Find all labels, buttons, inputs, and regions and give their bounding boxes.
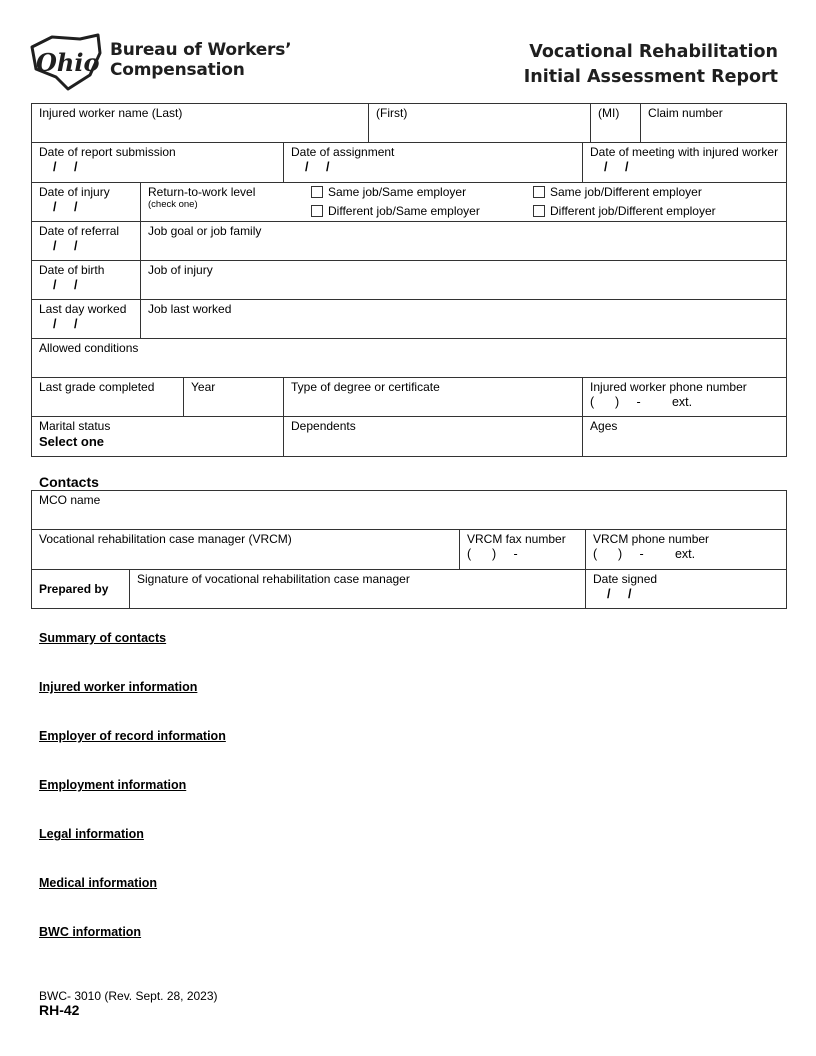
ages-label: Ages	[590, 419, 618, 433]
date-of-referral-field[interactable]	[32, 222, 141, 261]
allowed-conditions-field[interactable]	[32, 339, 787, 378]
claim-number-label: Claim number	[648, 106, 723, 120]
agency-name	[110, 40, 291, 80]
prepared-by-label: Prepared by	[39, 582, 109, 596]
vrcm-field[interactable]	[32, 530, 460, 570]
marital-status-select[interactable]: Select one	[39, 434, 105, 449]
iw-phone-input[interactable]: ( ) - ext.	[590, 395, 693, 409]
form-number: BWC- 3010 (Rev. Sept. 28, 2023)	[39, 989, 218, 1003]
vrcm-phone-input[interactable]: ( ) - ext.	[593, 547, 696, 561]
assignment-field[interactable]	[284, 143, 583, 183]
allowed-conditions-label: Allowed conditions	[39, 341, 139, 355]
date-of-referral-date[interactable]: / /	[53, 239, 79, 253]
iw-phone-label: Injured worker phone number	[590, 380, 747, 394]
last-grade-field[interactable]	[32, 378, 184, 417]
job-goal-field[interactable]	[141, 222, 787, 261]
section-bwc-information: BWC information	[39, 925, 142, 939]
prepared-by-cell	[32, 570, 130, 609]
date-of-birth-label: Date of birth	[39, 263, 105, 277]
ages-field[interactable]	[583, 417, 787, 457]
job-goal-label: Job goal or job family	[148, 224, 262, 238]
degree-label: Type of degree or certificate	[291, 380, 440, 394]
rtw-option-different-job-different-employer[interactable]	[533, 204, 716, 218]
contacts-table	[31, 490, 787, 609]
job-last-worked-label: Job last worked	[148, 302, 232, 316]
vrcm-fax-label: VRCM fax number	[467, 532, 566, 546]
rtw-option-label: Different job/Different employer	[550, 204, 716, 218]
checkbox-icon[interactable]	[533, 205, 545, 217]
checkbox-icon[interactable]	[311, 205, 323, 217]
last-name-field[interactable]	[32, 104, 369, 143]
title-line2: Initial Assessment Report	[523, 67, 778, 87]
section-medical-information: Medical information	[39, 876, 158, 890]
rtw-option-label: Same job/Same employer	[328, 185, 467, 199]
claim-number-field[interactable]	[641, 104, 787, 143]
mco-name-label: MCO name	[39, 493, 101, 507]
date-of-birth-field[interactable]	[32, 261, 141, 300]
year-label: Year	[191, 380, 216, 394]
date-of-injury-date[interactable]: / /	[53, 200, 79, 214]
title-line1: Vocational Rehabilitation	[529, 42, 778, 62]
last-grade-label: Last grade completed	[39, 380, 155, 394]
signature-field[interactable]	[130, 570, 586, 609]
section-employer-of-record-information: Employer of record information	[39, 729, 226, 743]
iw-phone-field[interactable]	[583, 378, 787, 417]
date-of-birth-date[interactable]: / /	[53, 278, 79, 292]
section-legal-information: Legal information	[39, 827, 144, 841]
contacts-heading: Contacts	[39, 474, 99, 490]
signature-label: Signature of vocational rehabilitation case manager	[137, 572, 410, 586]
date-signed-date[interactable]: / /	[607, 587, 633, 601]
rtw-option-label: Different job/Same employer	[328, 204, 480, 218]
report-submission-label: Date of report submission	[39, 145, 176, 159]
mi-field[interactable]	[591, 104, 641, 143]
rtw-option-label: Same job/Different employer	[550, 185, 702, 199]
mco-name-field[interactable]	[32, 491, 787, 530]
date-signed-label: Date signed	[593, 572, 658, 586]
date-of-injury-label: Date of injury	[39, 185, 110, 199]
meeting-date[interactable]: / /	[604, 160, 630, 174]
vrcm-phone-label: VRCM phone number	[593, 532, 710, 546]
date-of-injury-field[interactable]	[32, 183, 141, 222]
section-employment-information: Employment information	[39, 778, 187, 792]
assignment-label: Date of assignment	[291, 145, 395, 159]
meeting-label: Date of meeting with injured worker	[590, 145, 779, 159]
vrcm-phone-field[interactable]	[586, 530, 787, 570]
rtw-hint: (check one)	[148, 199, 198, 210]
meeting-field[interactable]	[583, 143, 787, 183]
document-title	[524, 40, 778, 90]
date-signed-field[interactable]	[586, 570, 787, 609]
report-submission-field[interactable]	[32, 143, 284, 183]
vrcm-fax-field[interactable]	[460, 530, 586, 570]
year-field[interactable]	[184, 378, 284, 417]
section-summary-of-contacts: Summary of contacts	[39, 631, 167, 645]
rtw-level-label: Return-to-work level	[148, 185, 256, 199]
assignment-date[interactable]: / /	[305, 160, 331, 174]
mi-label: (MI)	[598, 106, 620, 120]
checkbox-icon[interactable]	[311, 186, 323, 198]
rtw-option-same-job-same-employer[interactable]	[311, 185, 466, 199]
section-injured-worker-information: Injured worker information	[39, 680, 198, 694]
dependents-field[interactable]	[284, 417, 583, 457]
last-day-worked-label: Last day worked	[39, 302, 127, 316]
job-last-worked-field[interactable]	[141, 300, 787, 339]
marital-status-label: Marital status	[39, 419, 111, 433]
dependents-label: Dependents	[291, 419, 356, 433]
vrcm-fax-input[interactable]: ( ) -	[467, 547, 518, 561]
job-of-injury-label: Job of injury	[148, 263, 213, 277]
last-name-label: Injured worker name (Last)	[39, 106, 183, 120]
agency-line2: Compensation	[110, 60, 245, 80]
report-submission-date[interactable]: / /	[53, 160, 79, 174]
job-of-injury-field[interactable]	[141, 261, 787, 300]
rtw-option-different-job-same-employer[interactable]	[311, 204, 480, 218]
degree-field[interactable]	[284, 378, 583, 417]
first-name-label: (First)	[376, 106, 408, 120]
date-of-referral-label: Date of referral	[39, 224, 120, 238]
ohio-logo	[28, 33, 103, 91]
last-day-worked-date[interactable]: / /	[53, 317, 79, 331]
worker-info-table	[31, 103, 787, 457]
rtw-level-field	[141, 183, 787, 222]
form-code: RH-42	[39, 1002, 80, 1018]
checkbox-icon[interactable]	[533, 186, 545, 198]
first-name-field[interactable]	[369, 104, 591, 143]
vrcm-label: Vocational rehabilitation case manager (VRCM)	[39, 532, 292, 546]
agency-line1: Bureau of Workers’	[110, 40, 292, 60]
last-day-worked-field[interactable]	[32, 300, 141, 339]
rtw-option-same-job-different-employer[interactable]	[533, 185, 702, 199]
marital-status-field[interactable]	[32, 417, 284, 457]
logo-text: Ohio	[36, 48, 100, 77]
